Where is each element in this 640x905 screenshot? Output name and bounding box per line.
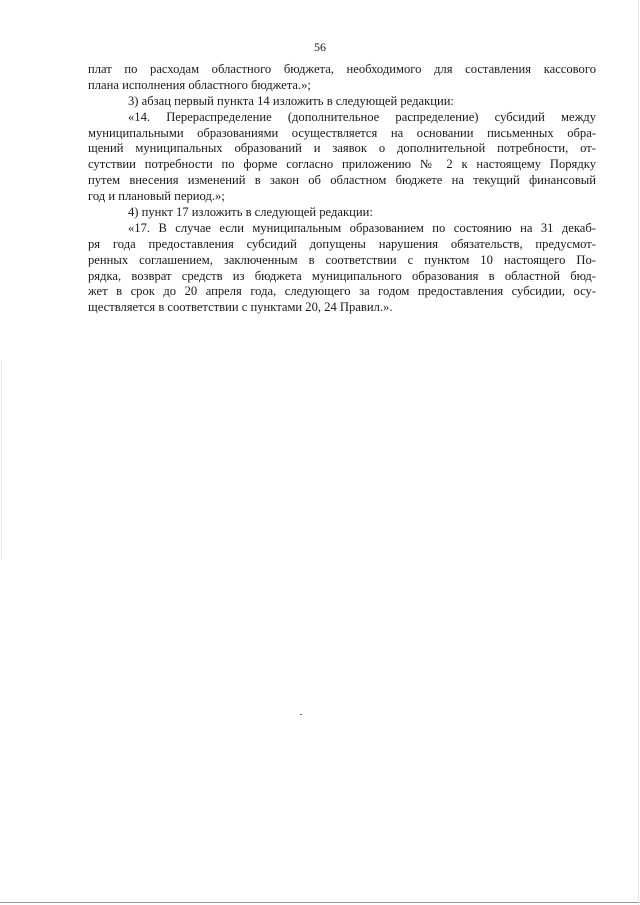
text-line: плана исполнения областного бюджета.»; bbox=[88, 77, 311, 92]
text-line: сутствии потребности по форме согласно приложению № 2 к настоящему Порядку bbox=[88, 157, 596, 172]
text-line: «17. В случае если муниципальным образованием по состоянию на 31 декаб- bbox=[128, 220, 596, 235]
scan-edge-left bbox=[1, 360, 2, 560]
text-line: рядка, возврат средств из бюджета муниципального образования в областной бюд- bbox=[88, 268, 596, 283]
text-line: муниципальными образованиями осуществляется на основании письменных обра- bbox=[88, 125, 596, 140]
text-line: 4) пункт 17 изложить в следующей редакции: bbox=[128, 205, 373, 220]
document-body bbox=[88, 62, 596, 316]
text-line: плат по расходам областного бюджета, необходимого для составления кассового bbox=[88, 62, 596, 76]
text-line: жет в срок до 20 апреля года, следующего за годом предоставления субсидии, осу- bbox=[88, 284, 596, 299]
text-line: путем внесения изменений в закон об областном бюджете на текущий финансовый bbox=[88, 173, 596, 188]
text-line: 3) абзац первый пункта 14 изложить в следующей редакции: bbox=[128, 93, 454, 108]
scan-edge-right bbox=[638, 0, 639, 905]
page-number: 56 bbox=[314, 40, 326, 54]
scan-edge-bottom bbox=[0, 902, 640, 903]
text-line: ря года предоставления субсидий допущены нарушения обязательств, предусмот- bbox=[88, 236, 596, 251]
text-line: «14. Перераспределение (дополнительное распределение) субсидий между bbox=[128, 109, 596, 124]
text-line: год и плановый период.»; bbox=[88, 189, 225, 204]
scan-speck bbox=[300, 714, 302, 715]
text-line: ществляется в соответствии с пунктами 20, 24 Правил.». bbox=[88, 300, 393, 315]
text-line: ренных соглашением, заключенным в соответствии с пунктом 10 настоящего По- bbox=[88, 252, 596, 267]
text-line: щений муниципальных образований и заявок о дополнительной потребности, от- bbox=[88, 141, 596, 156]
